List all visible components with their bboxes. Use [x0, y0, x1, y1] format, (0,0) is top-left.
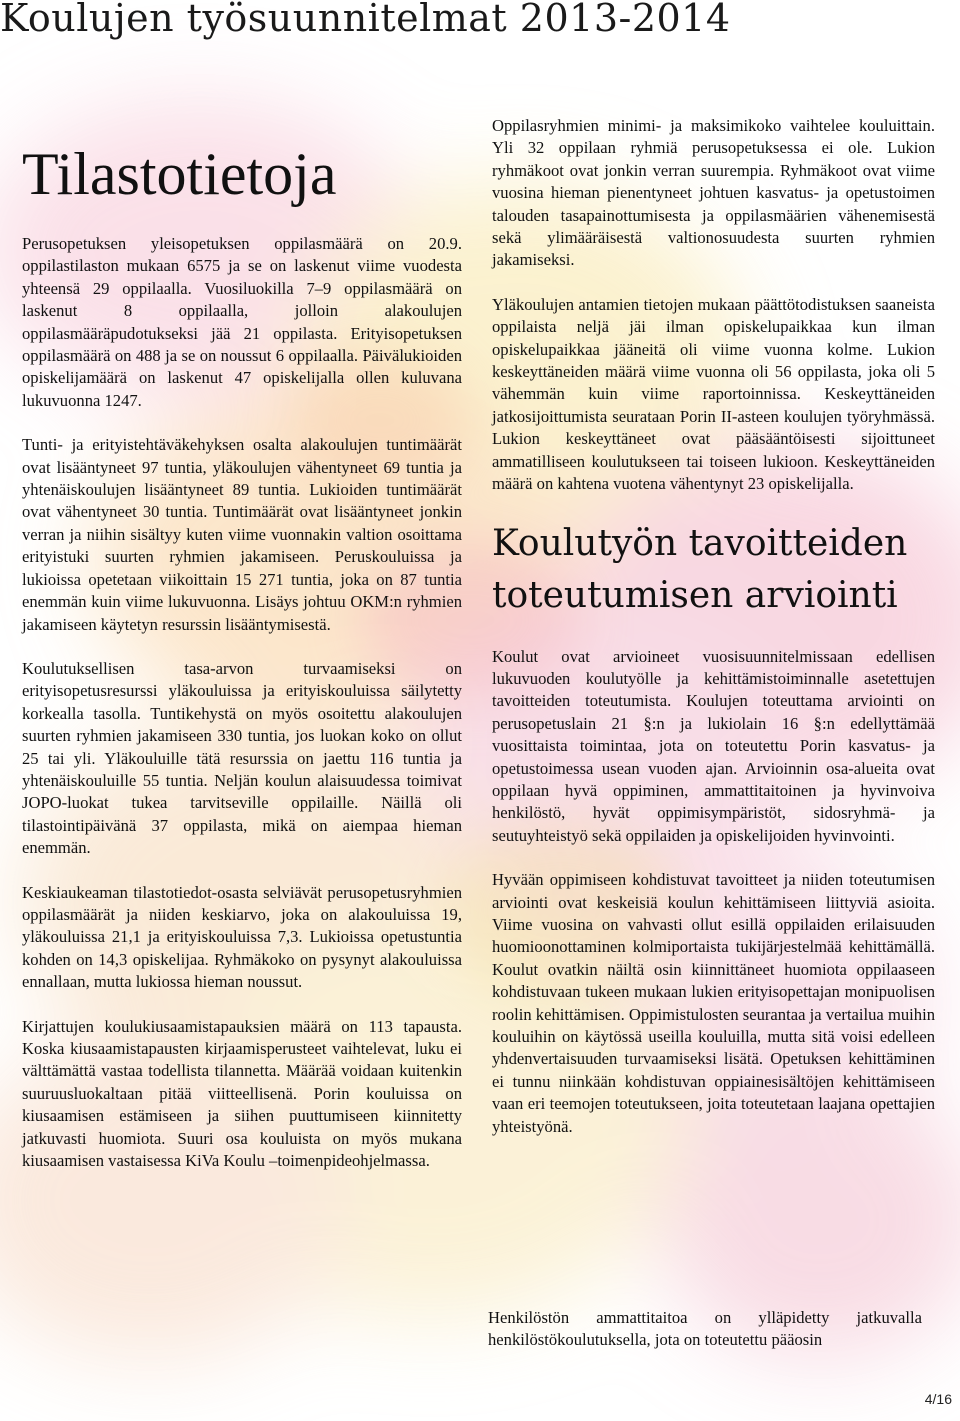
paragraph-study-places: Yläkoulujen antamien tietojen mukaan päättötodistuksen saaneista oppilaista neljä jäi ilman opiskelupaikkaa kun ilman opiskelupaikkaa jääneitä oli viime vuonna kolme. Lukion keskeyttäneiden määrä viime vuonna oli 56 oppilasta, joka oli 5 vähemmän kuin viime raportoinnissa. Keskeyttäneiden jatkosijoittumista seurataan Porin II-asteen koulujen työryhmässä. Lukion keskeyttäneet ovat pääsääntöisesti sijoittuneet ammatilliseen koulutukseen tai toiseen lukioon. Keskeyttäneiden määrä on kahtena vuotena vähentynyt 23 opiskelijalla.: [492, 294, 935, 494]
paragraph-lesson-hours: Tunti- ja erityistehtäväkehyksen osalta alakoulujen tuntimäärät ovat lisääntyneet 97 tuntia, yläkoulujen vähentyneet 69 tuntia ja yhtenäiskoulujen lisääntyneet 89 tuntia. Lukioiden tuntimäärät ovat vähentyneet 30 tuntia. Tuntimäärät ovat lisääntyneet jonkin verran ja niihin sisältyy kuten viime vuonnakin valtion osoittama erityistuki suurten ryhmien jakamiseen. Peruskouluissa ja lukioissa opetetaan viikoittain 15 271 tuntia, joka on 87 tuntia enemmän kuin viime lukuvuonna. Lisäys johtuu OKM:n ryhmien jakamiseen käytetyn resurssin lisääntymisestä.: [22, 435, 462, 634]
right-column: [492, 115, 935, 1160]
section-title: Tilastotietoja: [22, 141, 337, 207]
paragraph-staff-training: Henkilöstön ammattitaitoa on ylläpidetty jatkuvalla henkilöstökoulutuksella, jota on toteutettu pääosin: [488, 1308, 922, 1350]
left-column: [22, 233, 462, 1194]
paragraph-educational-equality: Koulutuksellisen tasa-arvon turvaamiseksi on erityisopetusresurssi yläkouluissa ja erityiskouluissa säilytetty korkealla tasolla. Tuntikehystä on myös osoitettu alakoulujen suurten ryhmien jakamiseen 330 tuntia, jos luokan koko on ollut 25 tai yli. Yläkouluille tätä resurssia on jaettu 116 tuntia ja yhtenäiskouluille 55 tuntia. Neljän koulun alaisuudessa toimivat JOPO-luokat tukea tarvitseville oppilaille. Näillä oli tilastointipäivänä 37 oppilasta, mikä on aiempaa hieman enemmän.: [22, 658, 462, 858]
paragraph-student-counts: Perusopetuksen yleisopetuksen oppilasmäärä on 20.9. oppilastilaston mukaan 6575 ja se on laskenut viime vuodesta yhteensä 29 oppilaalla. Vuosiluokilla 7–9 oppilasmäärä on laskenut 8 oppilaalla, jolloin alakoulujen oppilasmääräpudotukseksi jää 21 oppilasta. Erityisopetuksen oppilasmäärä on 488 ja se on noussut 6 oppilaalla. Päivälukioiden opiskelijamäärä on laskenut 47 opiskelijalla ollen kuluvana lukuvuonna 1247.: [22, 234, 462, 410]
document-header-title: Koulujen työsuunnitelmat 2013-2014: [0, 0, 731, 40]
paragraph-school-evaluation: Koulut ovat arvioineet vuosisuunnitelmissaan edellisen lukuvuoden koulutyölle ja kehittämistoiminnalle asetettujen tavoitteiden toteutumista. Koulujen toteuttama arviointi on perusopetuslain 21 §:n ja lukiolain 16 §:n edellyttämää vuosittaista toimintaa, jota on toteutettu Porin kasvatus- ja opetustoimessa usean vuoden ajan. Arvioinnin osa-alueita ovat oppilaan hyvä oppiminen, ammattitaitoinen ja hyvinvoiva henkilöstö, hyvät oppimisympäristöt, sidosryhmä- ja seutuyhteistyö sekä oppilaiden ja opiskelijoiden hyvinvointi.: [492, 646, 935, 845]
paragraph-good-learning: Hyvään oppimiseen kohdistuvat tavoitteet ja niiden toteutumisen arviointi ovat keskeisiä koulun kehittämiseen liittyviä asioita. Viime vuosina on vahvasti ollut esillä oppilaiden erilaisuuden huomioonottaminen kolmiportaista tukijärjestelmää kehittämällä. Koulut ovatkin näiltä osin kiinnittäneet huomiota oppilaaseen kohdistuvaan tukeen mukaan lukien erityisopettajan monipuolisen roolin kehittämisen. Oppimistulosten seurantaa ja vertailua muihin kouluihin on käytössä useilla kouluilla, mutta sitä voisi edelleen yhdenvertaisuuden turvaamiseksi lisätä. Opetuksen kehittäminen ei tunnu niinkään kohdistuvan oppiainesisältöjen kehittämiseen vaan eri teemojen toteutukseen, joita toteutetaan laajana opettajien yhteistyönä.: [492, 870, 935, 1136]
paragraph-bullying-cases: Kirjattujen koulukiusaamistapauksien määrä on 113 tapausta. Koska kiusaamistapausten kirjaamisperusteet vaihtelevat, luku ei välttämättä vastaa todellista tilannetta. Määrää voidaan kuitenkin suuruusluokaltaan pitää viitteellisenä. Porin kouluissa on kiusaamisen estämiseen ja siihen puuttumiseen kiinnitetty jatkuvasti huomiota. Suuri osa kouluista on myös mukana kiusaamisen vastaisessa KiVa Koulu –toimenpideohjelmassa.: [22, 1016, 462, 1171]
paragraph-group-size-range: Oppilasryhmien minimi- ja maksimikoko vaihtelee kouluittain. Yli 32 oppilaan ryhmiä perusopetuksessa ei ole. Lukion ryhmäkoot ovat jonkin verran suurempia. Ryhmäkoot ovat viime vuosina hieman pienentyneet johtuen kasvatus- ja opetustoimen talouden tasapainottumisesta ja oppilasmäärien vähenemisestä sekä ylimääräisestä valtionosuudesta suurten ryhmien jakamiseksi.: [492, 116, 935, 270]
paragraph-group-sizes: Keskiaukeaman tilastotiedot-osasta selviävät perusopetusryhmien oppilasmäärät ja niiden keskiarvo, joka on alakouluissa 19, yläkouluissa 21,1 ja erityiskouluissa 7,3. Lukioissa opetustuntia kohden on 14,3 opiskelijaa. Ryhmäkoko on pysynyt alakouluissa ennallaan, mutta lukiossa hieman noussut.: [22, 882, 462, 992]
page-number: 4/16: [924, 1391, 952, 1407]
evaluation-heading: Koulutyön tavoitteiden toteutumisen arviointi: [492, 522, 908, 616]
